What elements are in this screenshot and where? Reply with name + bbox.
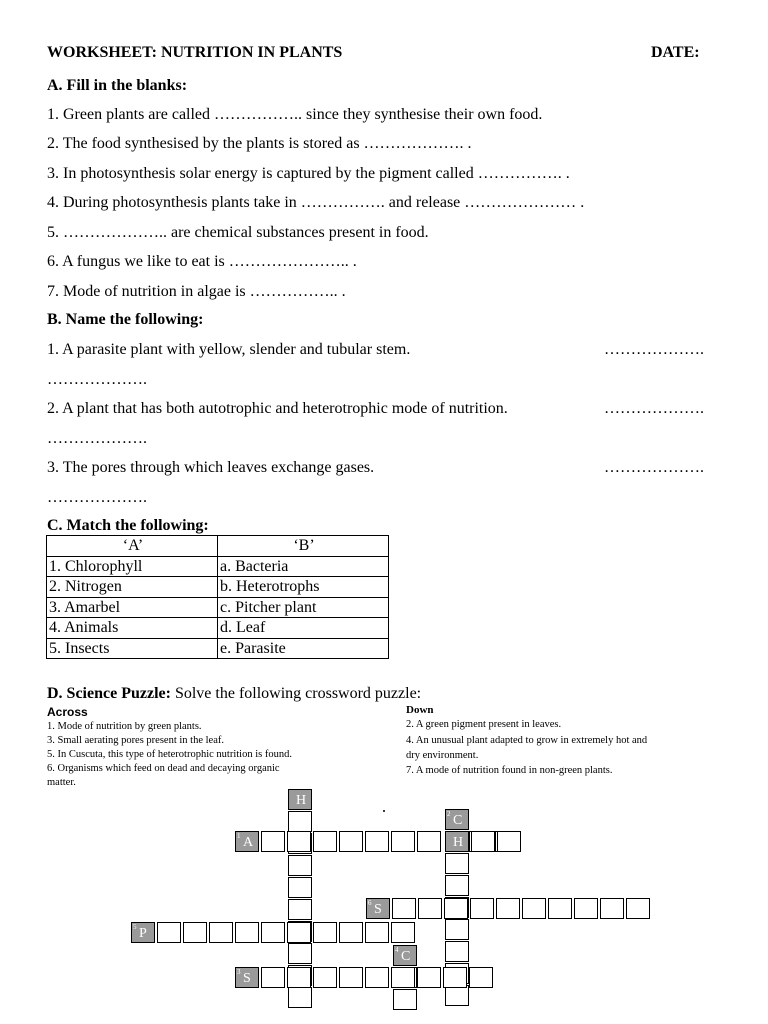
crossword-start-cell[interactable] [235,967,259,988]
crossword-cell[interactable] [445,919,469,940]
crossword-cell[interactable] [443,967,467,988]
cell-letter: H [453,835,464,850]
match-a-cell: 2. Nitrogen [47,577,218,598]
crossword-cell[interactable] [183,922,207,943]
crossword-cell[interactable] [445,853,469,874]
match-b-cell: c. Pitcher plant [218,597,389,618]
down-clue-7: 7. A mode of nutrition found in non-green plants. [406,765,613,776]
table-row [47,597,389,618]
crossword-cell[interactable] [469,967,493,988]
match-a-cell: 5. Insects [47,638,218,659]
crossword-cell[interactable] [548,898,572,919]
across-clue-1: 1. Mode of nutrition by green plants. [47,721,202,732]
table-row [47,618,389,639]
fill-blank-2: 2. The food synthesised by the plants is stored as ………………. . [47,135,472,152]
crossword-cell[interactable] [288,877,312,898]
across-label: Across [47,705,88,719]
name-blank-2a: ………………. [604,400,704,417]
fill-blank-7: 7. Mode of nutrition in algae is …………….. . [47,283,346,300]
crossword-cell[interactable] [287,922,311,943]
crossword-cell[interactable] [522,898,546,919]
crossword-cell[interactable] [574,898,598,919]
name-question-3: 3. The pores through which leaves exchange gases. [47,459,375,476]
crossword-cell[interactable] [261,967,285,988]
crossword-start-cell[interactable] [393,945,417,966]
worksheet-title: WORKSHEET: NUTRITION IN PLANTS [47,44,343,61]
crossword-cell[interactable] [287,967,311,988]
crossword-cell[interactable] [391,922,415,943]
section-b-heading: B. Name the following: [47,311,204,328]
name-blank-1b: ………………. [47,371,147,388]
crossword-start-cell[interactable] [445,831,469,852]
crossword-cell[interactable] [391,967,415,988]
crossword-cell[interactable] [261,922,285,943]
down-clue-4: 4. An unusual plant adapted to grow in extremely hot and [406,735,648,746]
across-clue-6-cont: matter. [47,777,76,788]
crossword-cell[interactable] [288,855,312,876]
cell-letter: H [296,793,307,808]
cell-letter: P [139,926,147,941]
fill-blank-1: 1. Green plants are called …………….. since they synthesise their own food. [47,106,543,123]
name-question-1: 1. A parasite plant with yellow, slender and tubular stem. [47,341,411,358]
stray-mark [383,810,385,812]
crossword-cell[interactable] [393,989,417,1010]
crossword-cell[interactable] [470,898,494,919]
match-b-cell: b. Heterotrophs [218,577,389,598]
crossword-cell[interactable] [600,898,624,919]
crossword-cell[interactable] [444,898,468,919]
clue-number: 2 [447,810,451,818]
clue-number: 6 [368,899,372,907]
crossword-cell[interactable] [417,831,441,852]
down-label: Down [406,704,434,716]
crossword-start-cell[interactable] [366,898,390,919]
crossword-start-cell[interactable] [288,789,312,810]
crossword-cell[interactable] [235,922,259,943]
crossword-cell[interactable] [157,922,181,943]
cell-letter: C [401,949,411,964]
name-blank-3a: ………………. [604,459,704,476]
crossword-cell[interactable] [392,898,416,919]
down-clue-2: 2. A green pigment present in leaves. [406,719,562,730]
section-d-subheading: Solve the following crossword puzzle: [174,685,422,702]
crossword-start-cell[interactable] [131,922,155,943]
clue-number: 4 [395,946,399,954]
cell-letter: C [453,813,463,828]
section-c-heading: C. Match the following: [47,517,209,534]
name-blank-3b: ………………. [47,489,147,506]
section-d-title [47,685,421,703]
name-question-2: 2. A plant that has both autotrophic and heterotrophic mode of nutrition. [47,400,508,417]
crossword-cell[interactable] [339,922,363,943]
fill-blank-3: 3. In photosynthesis solar energy is captured by the pigment called ……………. . [47,165,570,182]
section-d-heading: D. Science Puzzle: [47,685,171,702]
clue-number: 1 [237,832,241,840]
crossword-cell[interactable] [418,898,442,919]
crossword-cell[interactable] [339,967,363,988]
cell-letter: S [243,971,251,986]
clue-number: 3 [237,968,241,976]
match-a-cell: 3. Amarbel [47,597,218,618]
match-col-b-header: ‘B’ [218,536,389,557]
crossword-cell[interactable] [339,831,363,852]
match-b-cell: e. Parasite [218,638,389,659]
crossword-cell[interactable] [365,831,389,852]
crossword-cell[interactable] [313,922,337,943]
crossword-cell[interactable] [287,831,311,852]
crossword-cell[interactable] [288,899,312,920]
crossword-cell[interactable] [497,831,521,852]
crossword-cell[interactable] [288,943,312,964]
crossword-cell[interactable] [445,941,469,962]
crossword-cell[interactable] [365,967,389,988]
crossword-cell[interactable] [417,967,441,988]
crossword-cell[interactable] [288,987,312,1008]
match-table-header [47,536,389,557]
crossword-cell[interactable] [209,922,233,943]
cell-letter: S [374,902,382,917]
crossword-cell[interactable] [365,922,389,943]
crossword-cell[interactable] [445,985,469,1006]
crossword-cell[interactable] [391,831,415,852]
table-row [47,638,389,659]
crossword-cell[interactable] [313,967,337,988]
match-b-cell: a. Bacteria [218,556,389,577]
table-row [47,577,389,598]
fill-blank-5: 5. ……………….. are chemical substances present in food. [47,224,429,241]
fill-blank-4: 4. During photosynthesis plants take in ……………. and release ………………… . [47,194,585,211]
crossword-start-cell[interactable] [445,809,469,830]
across-clue-5: 5. In Cuscuta, this type of heterotrophic nutrition is found. [47,749,292,760]
across-clue-6: 6. Organisms which feed on dead and decaying organic [47,763,280,774]
crossword-start-cell[interactable] [235,831,259,852]
crossword-cell[interactable] [445,875,469,896]
cell-letter: A [243,835,254,850]
match-b-cell: d. Leaf [218,618,389,639]
crossword-cell[interactable] [471,831,495,852]
match-table [46,535,389,659]
name-blank-1a: ………………. [604,341,704,358]
match-a-cell: 4. Animals [47,618,218,639]
name-blank-2b: ………………. [47,430,147,447]
down-clue-4-cont: dry environment. [406,750,479,761]
match-col-a-header: ‘A’ [47,536,218,557]
section-a-heading: A. Fill in the blanks: [47,77,188,94]
match-a-cell: 1. Chlorophyll [47,556,218,577]
date-label: DATE: [651,44,700,61]
fill-blank-6: 6. A fungus we like to eat is ………………….. . [47,253,357,270]
across-clue-3: 3. Small aerating pores present in the leaf. [47,735,224,746]
clue-number: 5 [133,923,137,931]
crossword-cell[interactable] [288,811,312,832]
crossword-cell[interactable] [261,831,285,852]
crossword-cell[interactable] [313,831,337,852]
table-row [47,556,389,577]
crossword-cell[interactable] [626,898,650,919]
crossword-cell[interactable] [496,898,520,919]
